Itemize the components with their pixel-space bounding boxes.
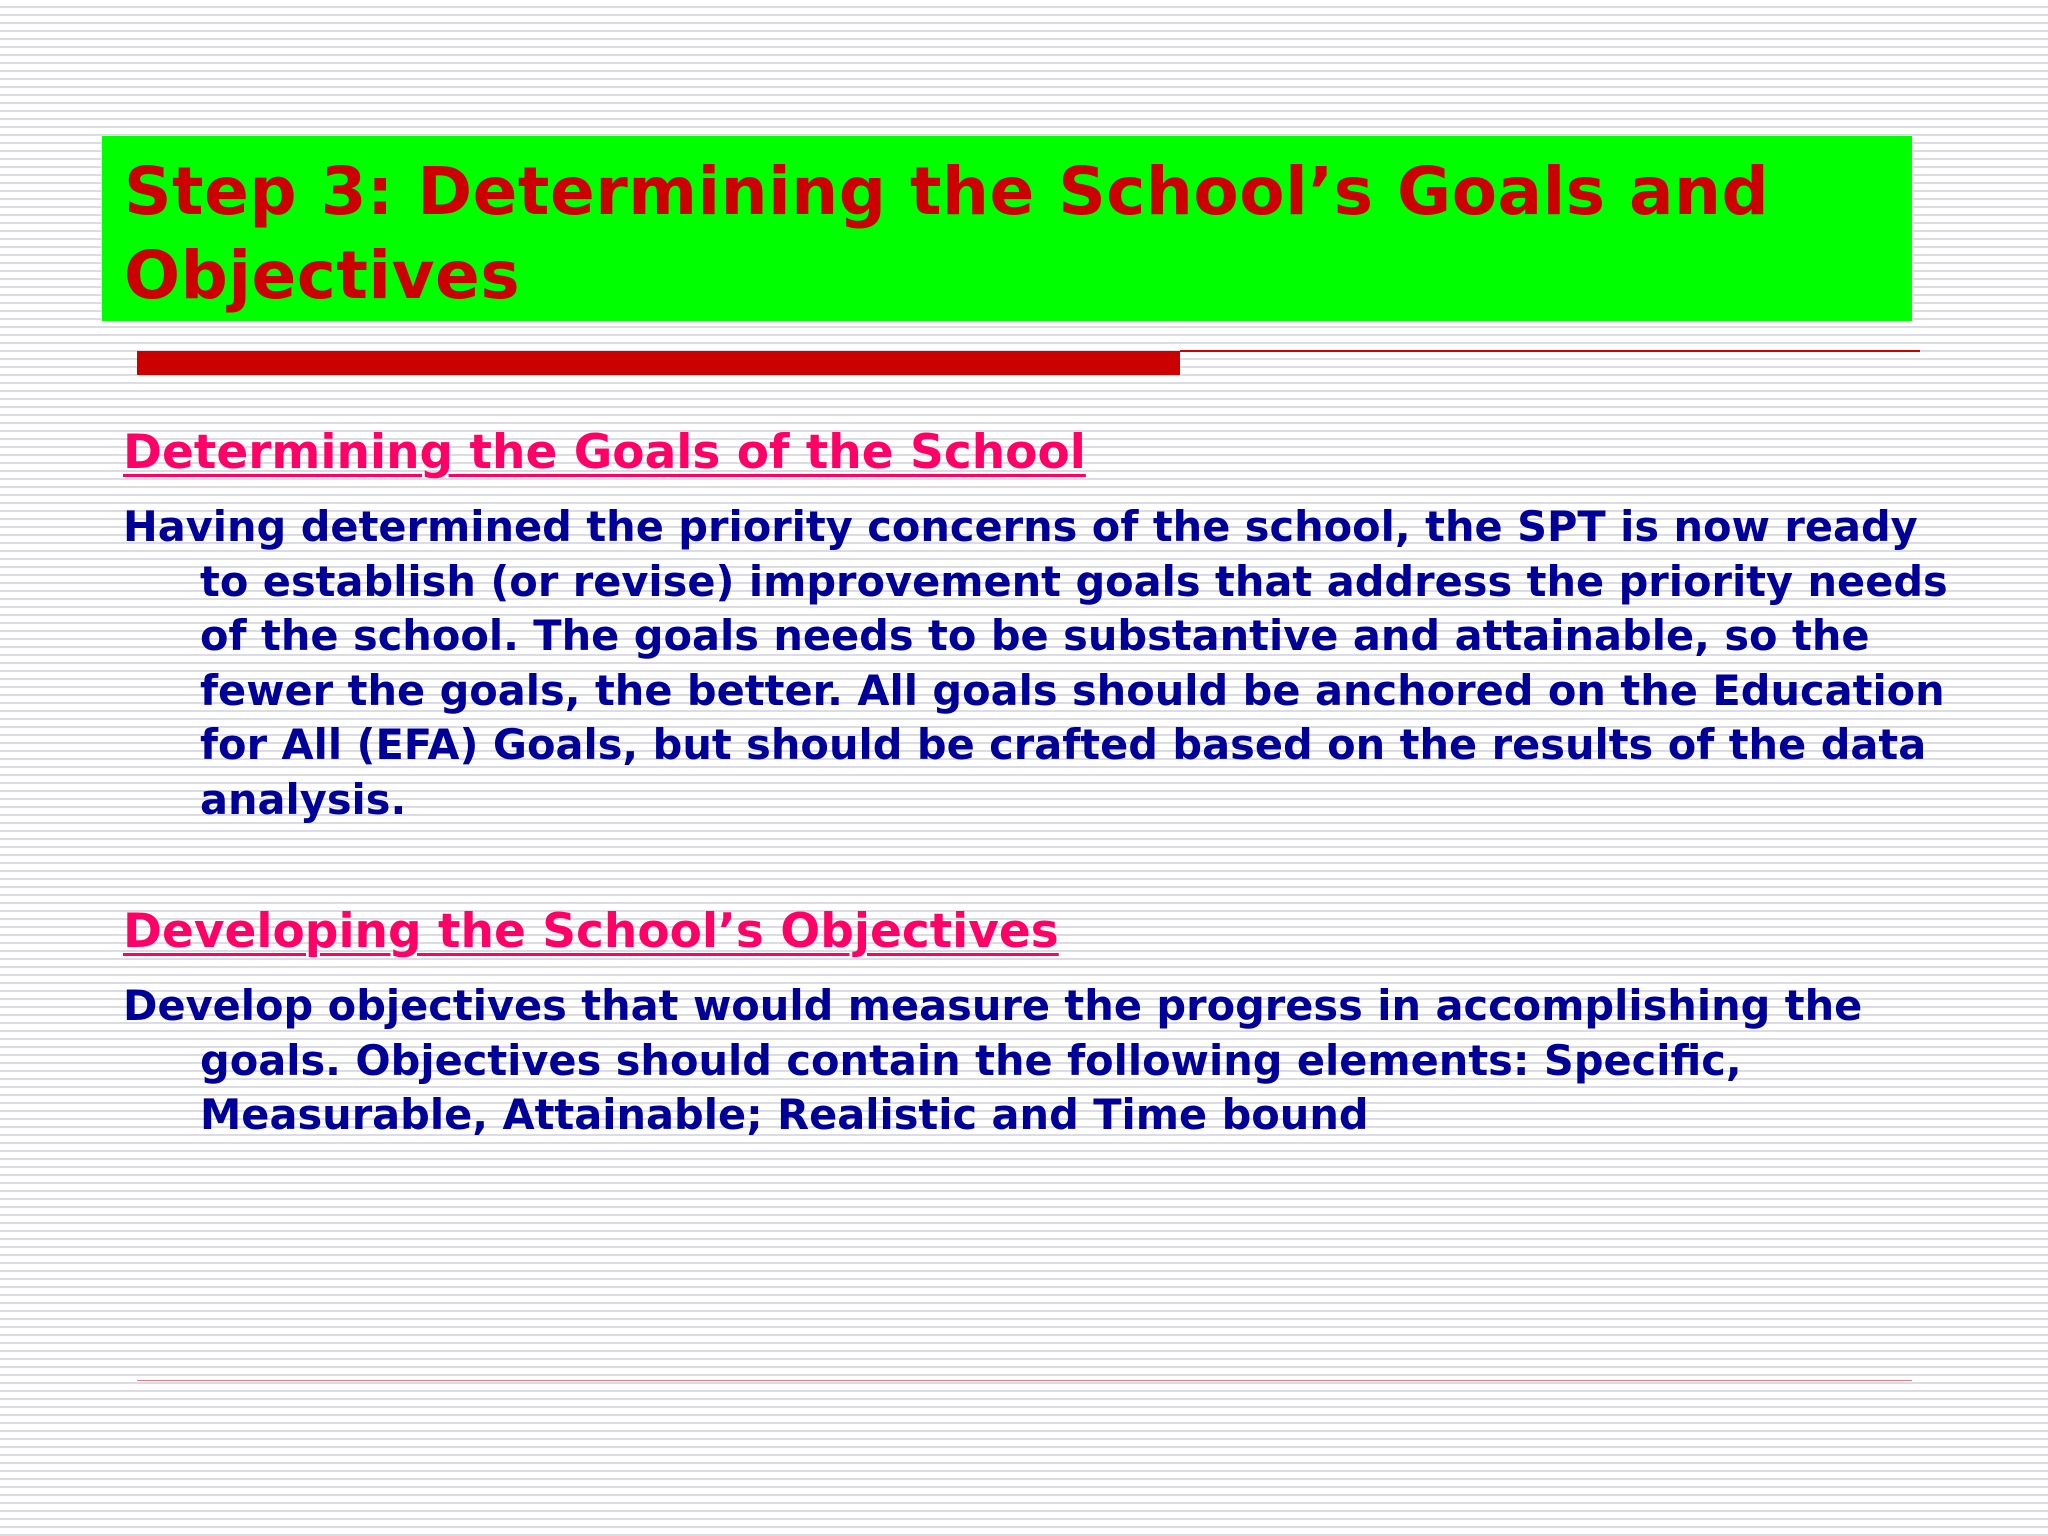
slide-content (123, 418, 1953, 1143)
slide-title: Step 3: Determining the School’s Goals and Objectives (124, 153, 1770, 314)
accent-bar (137, 351, 1180, 375)
objectives-paragraph: Develop objectives that would measure the progress in accomplishing the goals. Objectives should contain the following elements: Specific, Measurable, Attainable; Realistic and Time bound (123, 981, 1863, 1139)
title-banner (102, 136, 1912, 321)
footer-divider (137, 1380, 1912, 1381)
accent-line (1180, 350, 1920, 352)
goals-paragraph: Having determined the priority concerns of the school, the SPT is now ready to establish (or revise) improvement goals that address the priority needs of the school. The goals needs to be substantive and attainable, so the fewer the goals, the better. All goals should be anchored on the Education for All (EFA) Goals, but should be crafted based on the results of the data analysis. (123, 502, 1948, 824)
goals-heading: Determining the Goals of the School (123, 425, 1086, 480)
objectives-heading: Developing the School’s Objectives (123, 904, 1059, 959)
